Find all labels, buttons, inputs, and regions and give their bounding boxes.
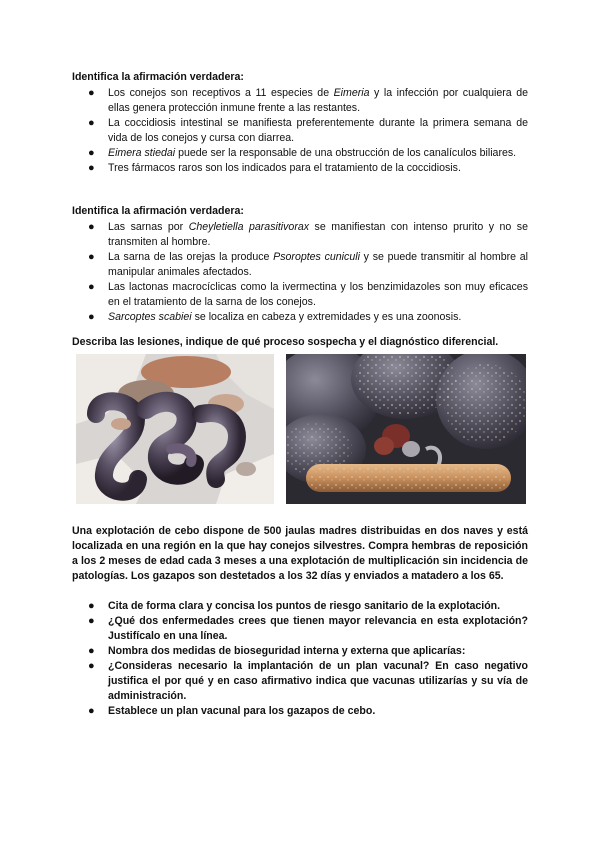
question-2-option: ● Sarcoptes scabiei se localiza en cabeza y extremidades y es una zoonosis. bbox=[88, 311, 462, 323]
case-question: ● ¿Qué dos enfermedades crees que tienen mayor relevancia en esta explotación? Justifícalo en una línea. bbox=[88, 615, 528, 642]
case-paragraph: Una explotación de cebo dispone de 500 jaulas madres distribuidas en dos naves y está localizada en una región en la que hay conejos silvestres. Compra hembras de reposición a los 2 meses de edad cada 3 meses a una explotación de multiplicación sin incidencia de patologías. Los gazapos son destetados a los 32 días y enviados a matadero a los 65. bbox=[72, 525, 528, 582]
question-1-option: ● Tres fármacos raros son los indicados para el tratamiento de la coccidiosis. bbox=[88, 162, 461, 174]
liver-lesions-photo bbox=[286, 354, 526, 504]
bullet-icon: ● bbox=[88, 147, 95, 159]
question-2-options bbox=[72, 220, 528, 325]
question-2-heading: Identifica la afirmación verdadera: bbox=[72, 205, 244, 217]
case-question: ● ¿Consideras necesario la implantación de un plan vacunal? En caso negativo justifica el por qué y en caso afirmativo indica que vacunas utilizarías y su vía de administración. bbox=[88, 660, 528, 702]
question-1-option: ● La coccidiosis intestinal se manifiesta preferentemente durante la primera semana de vida de los conejos y cursa con diarrea. bbox=[88, 117, 528, 144]
question-2-option: ● Las lactonas macrocíclicas como la ivermectina y los benzimidazoles son muy eficaces en el tratamiento de la sarna de los conejos. bbox=[88, 281, 528, 308]
question-3-heading: Describa las lesiones, indique de qué proceso sospecha y el diagnóstico diferencial. bbox=[72, 336, 499, 348]
necropsy-intestine-photo bbox=[76, 354, 274, 504]
question-1-option: ● Eimera stiedai puede ser la responsable de una obstrucción de los canalículos biliares. bbox=[88, 147, 517, 159]
bullet-icon: ● bbox=[88, 87, 95, 99]
bullet-icon: ● bbox=[88, 221, 95, 233]
case-questions bbox=[72, 599, 528, 719]
question-2-option: ● La sarna de las orejas la produce Psoroptes cuniculi y se puede transmitir al hombre al manipular animales afectados. bbox=[88, 251, 528, 278]
bullet-icon: ● bbox=[88, 281, 95, 293]
bullet-icon: ● bbox=[88, 615, 95, 627]
question-2-option: ● Las sarnas por Cheyletiella parasitivorax se manifiestan con intenso prurito y no se transmiten al hombre. bbox=[88, 221, 528, 248]
bullet-icon: ● bbox=[88, 117, 95, 129]
bullet-icon: ● bbox=[88, 600, 95, 612]
bullet-icon: ● bbox=[88, 705, 95, 717]
question-1-option: ● Los conejos son receptivos a 11 especies de Eimeria y la infección por cualquiera de ellas genera protección inmune frente a las restantes. bbox=[88, 87, 528, 114]
question-1-heading: Identifica la afirmación verdadera: bbox=[72, 71, 244, 83]
bullet-icon: ● bbox=[88, 645, 95, 657]
case-question: ● Establece un plan vacunal para los gazapos de cebo. bbox=[88, 705, 376, 717]
bullet-icon: ● bbox=[88, 162, 95, 174]
case-question: ● Nombra dos medidas de bioseguridad interna y externa que aplicarías: bbox=[88, 645, 466, 657]
question-1-options bbox=[72, 86, 528, 176]
bullet-icon: ● bbox=[88, 251, 95, 263]
bullet-icon: ● bbox=[88, 660, 95, 672]
bullet-icon: ● bbox=[88, 311, 95, 323]
case-question: ● Cita de forma clara y concisa los puntos de riesgo sanitario de la explotación. bbox=[88, 600, 501, 612]
